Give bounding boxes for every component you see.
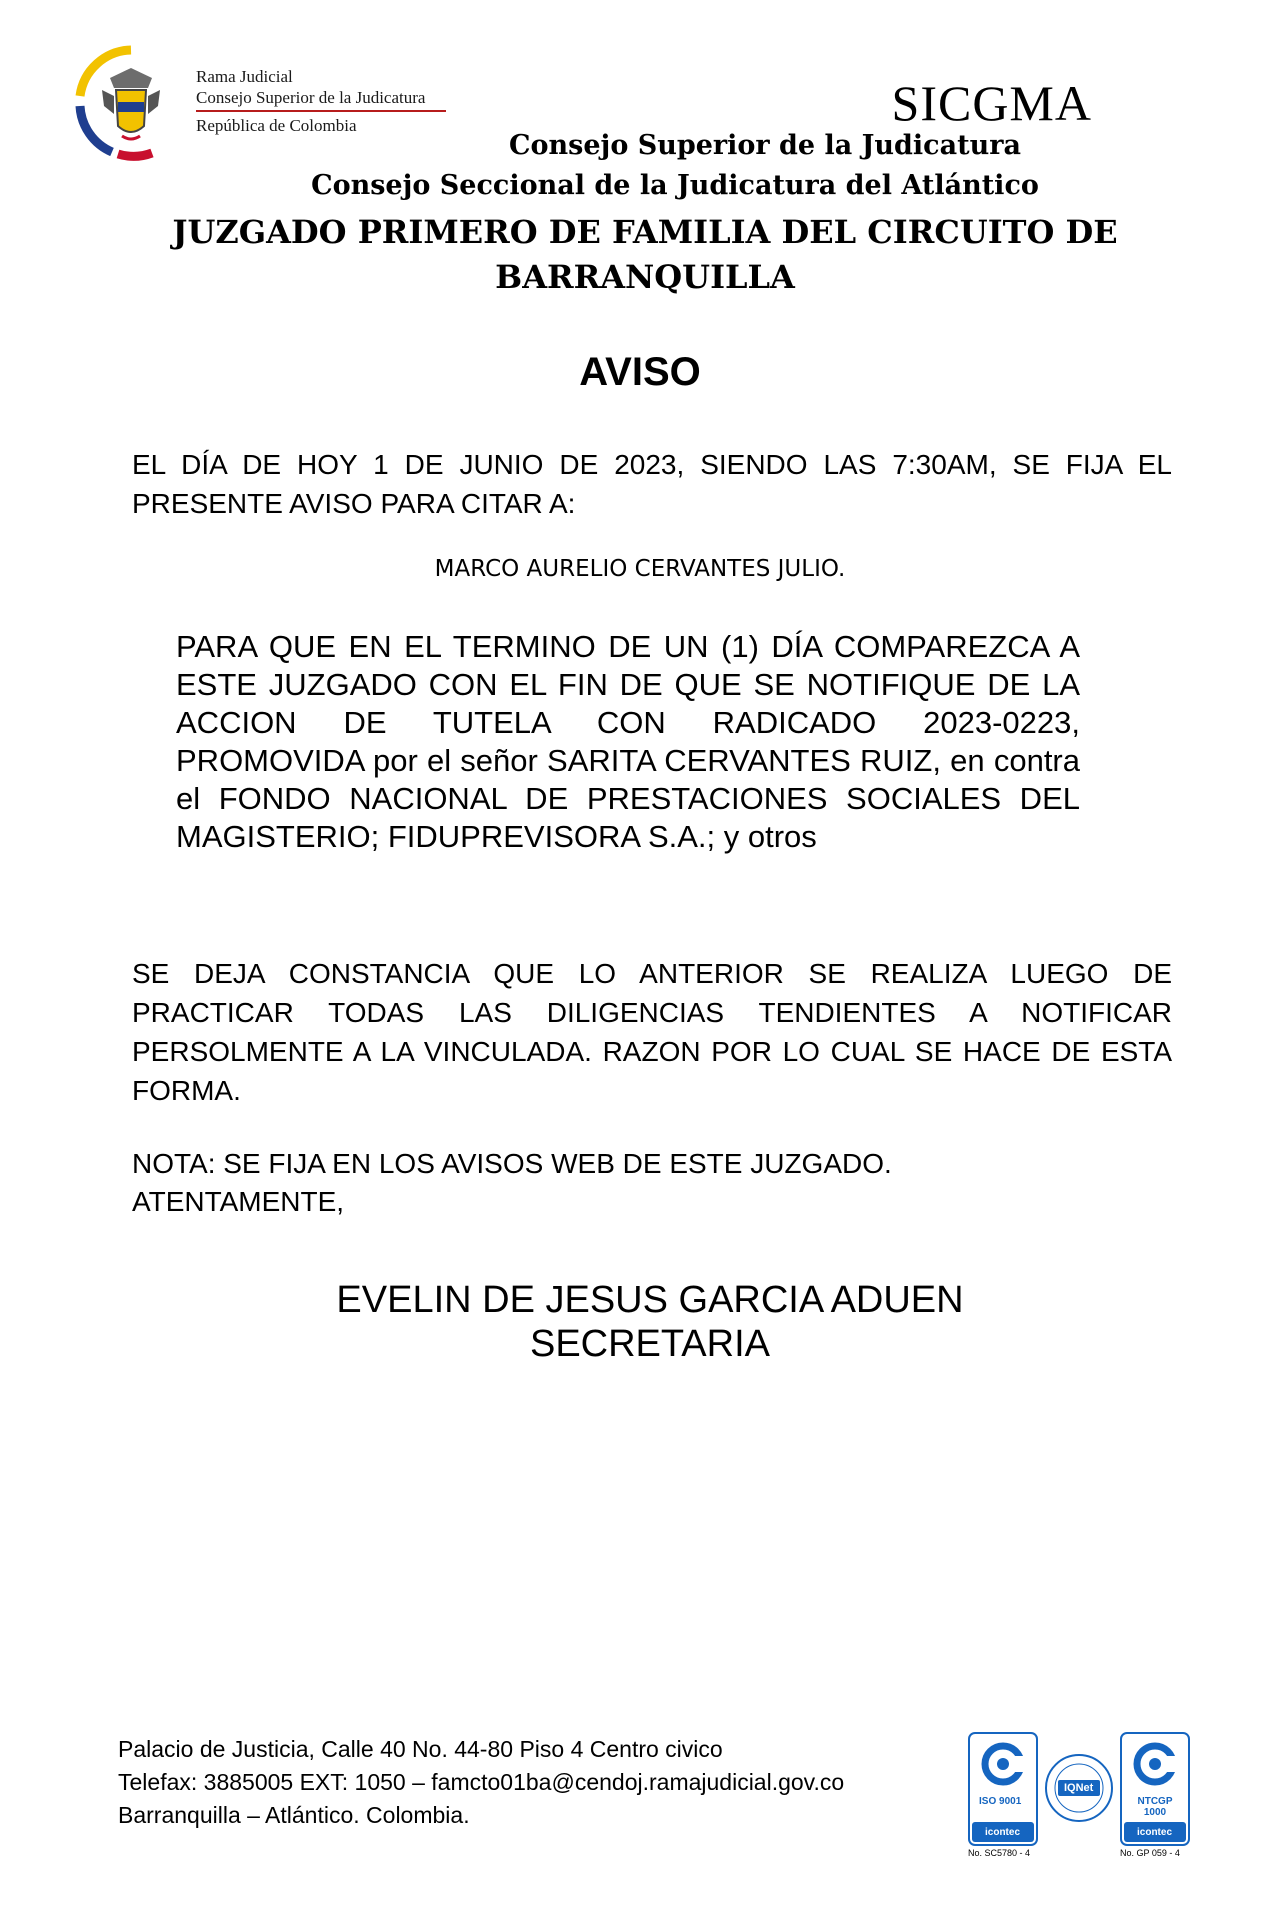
header-juzgado-line2: BARRANQUILLA xyxy=(495,258,795,296)
ntcgp-icontec-label: icontec xyxy=(1137,1827,1173,1838)
intro-paragraph: EL DÍA DE HOY 1 DE JUNIO DE 2023, SIENDO LAS 7:30AM, SE FIJA EL PRESENTE AVISO PARA CITAR A: xyxy=(132,449,1172,519)
header-consejo-superior: Consejo Superior de la Judicatura xyxy=(509,130,1021,161)
logo-line-consejo: Consejo Superior de la Judicatura xyxy=(196,87,446,112)
iso-icontec-label: icontec xyxy=(985,1827,1021,1838)
signature-block xyxy=(0,1278,1270,1366)
logo-line-republica: República de Colombia xyxy=(196,116,357,135)
closing-text: ATENTAMENTE, xyxy=(132,1186,345,1217)
summons-paragraph: PARA QUE EN EL TERMINO DE UN (1) DÍA COMPAREZCA A ESTE JUZGADO CON EL FIN DE QUE SE NOTIFIQUE DE LA ACCION DE TUTELA CON RADICADO 2023-0223, PROMOVIDA por el señor SARITA CERVANTES RUIZ, en contra el FONDO NACIONAL DE PRESTACIONES SOCIALES DEL MAGISTERIO; FIDUPREVISORA S.A.; y otros xyxy=(176,629,1080,854)
sicgma-label: SICGMA xyxy=(891,75,1092,131)
footer-address: Palacio de Justicia, Calle 40 No. 44-80 Piso 4 Centro civico xyxy=(118,1736,723,1762)
footer-contact xyxy=(118,1733,844,1832)
note-block xyxy=(132,1145,892,1221)
header-consejo-seccional: Consejo Seccional de la Judicatura del Atlántico xyxy=(311,170,1039,201)
logo-text xyxy=(196,66,446,136)
signer-role: SECRETARIA xyxy=(529,1323,770,1365)
iso-label: ISO 9001 xyxy=(979,1796,1022,1807)
ntcgp-number: No. GP 059 - 4 xyxy=(1120,1848,1180,1858)
iso-number: No. SC5780 - 4 xyxy=(968,1848,1031,1858)
note-text: NOTA: SE FIJA EN LOS AVISOS WEB DE ESTE JUZGADO. xyxy=(132,1148,892,1179)
document-title: AVISO xyxy=(579,350,701,394)
header-juzgado xyxy=(0,210,1270,300)
ntcgp-label: NTCGP 1000 xyxy=(1137,1796,1173,1818)
footer-telefax: Telefax: 3885005 EXT: 1050 – famcto01ba@cendoj.ramajudicial.gov.co xyxy=(118,1769,845,1795)
constancia-paragraph: SE DEJA CONSTANCIA QUE LO ANTERIOR SE REALIZA LUEGO DE PRACTICAR TODAS LAS DILIGENCIAS TENDIENTES A NOTIFICAR PERSOLMENTE A LA VINCULADA. RAZON POR LO CUAL SE HACE DE ESTA FORMA. xyxy=(132,958,1172,1106)
certification-badges xyxy=(968,1732,1190,1860)
header-juzgado-line1: JUZGADO PRIMERO DE FAMILIA DEL CIRCUITO DE xyxy=(172,213,1118,251)
logo-line-rama: Rama Judicial xyxy=(196,67,293,86)
footer-city: Barranquilla – Atlántico. Colombia. xyxy=(118,1802,470,1828)
cited-person: MARCO AURELIO CERVANTES JULIO. xyxy=(434,556,846,582)
iqnet-label: IQNet xyxy=(1064,1782,1094,1794)
signer-name: EVELIN DE JESUS GARCIA ADUEN xyxy=(336,1279,964,1321)
